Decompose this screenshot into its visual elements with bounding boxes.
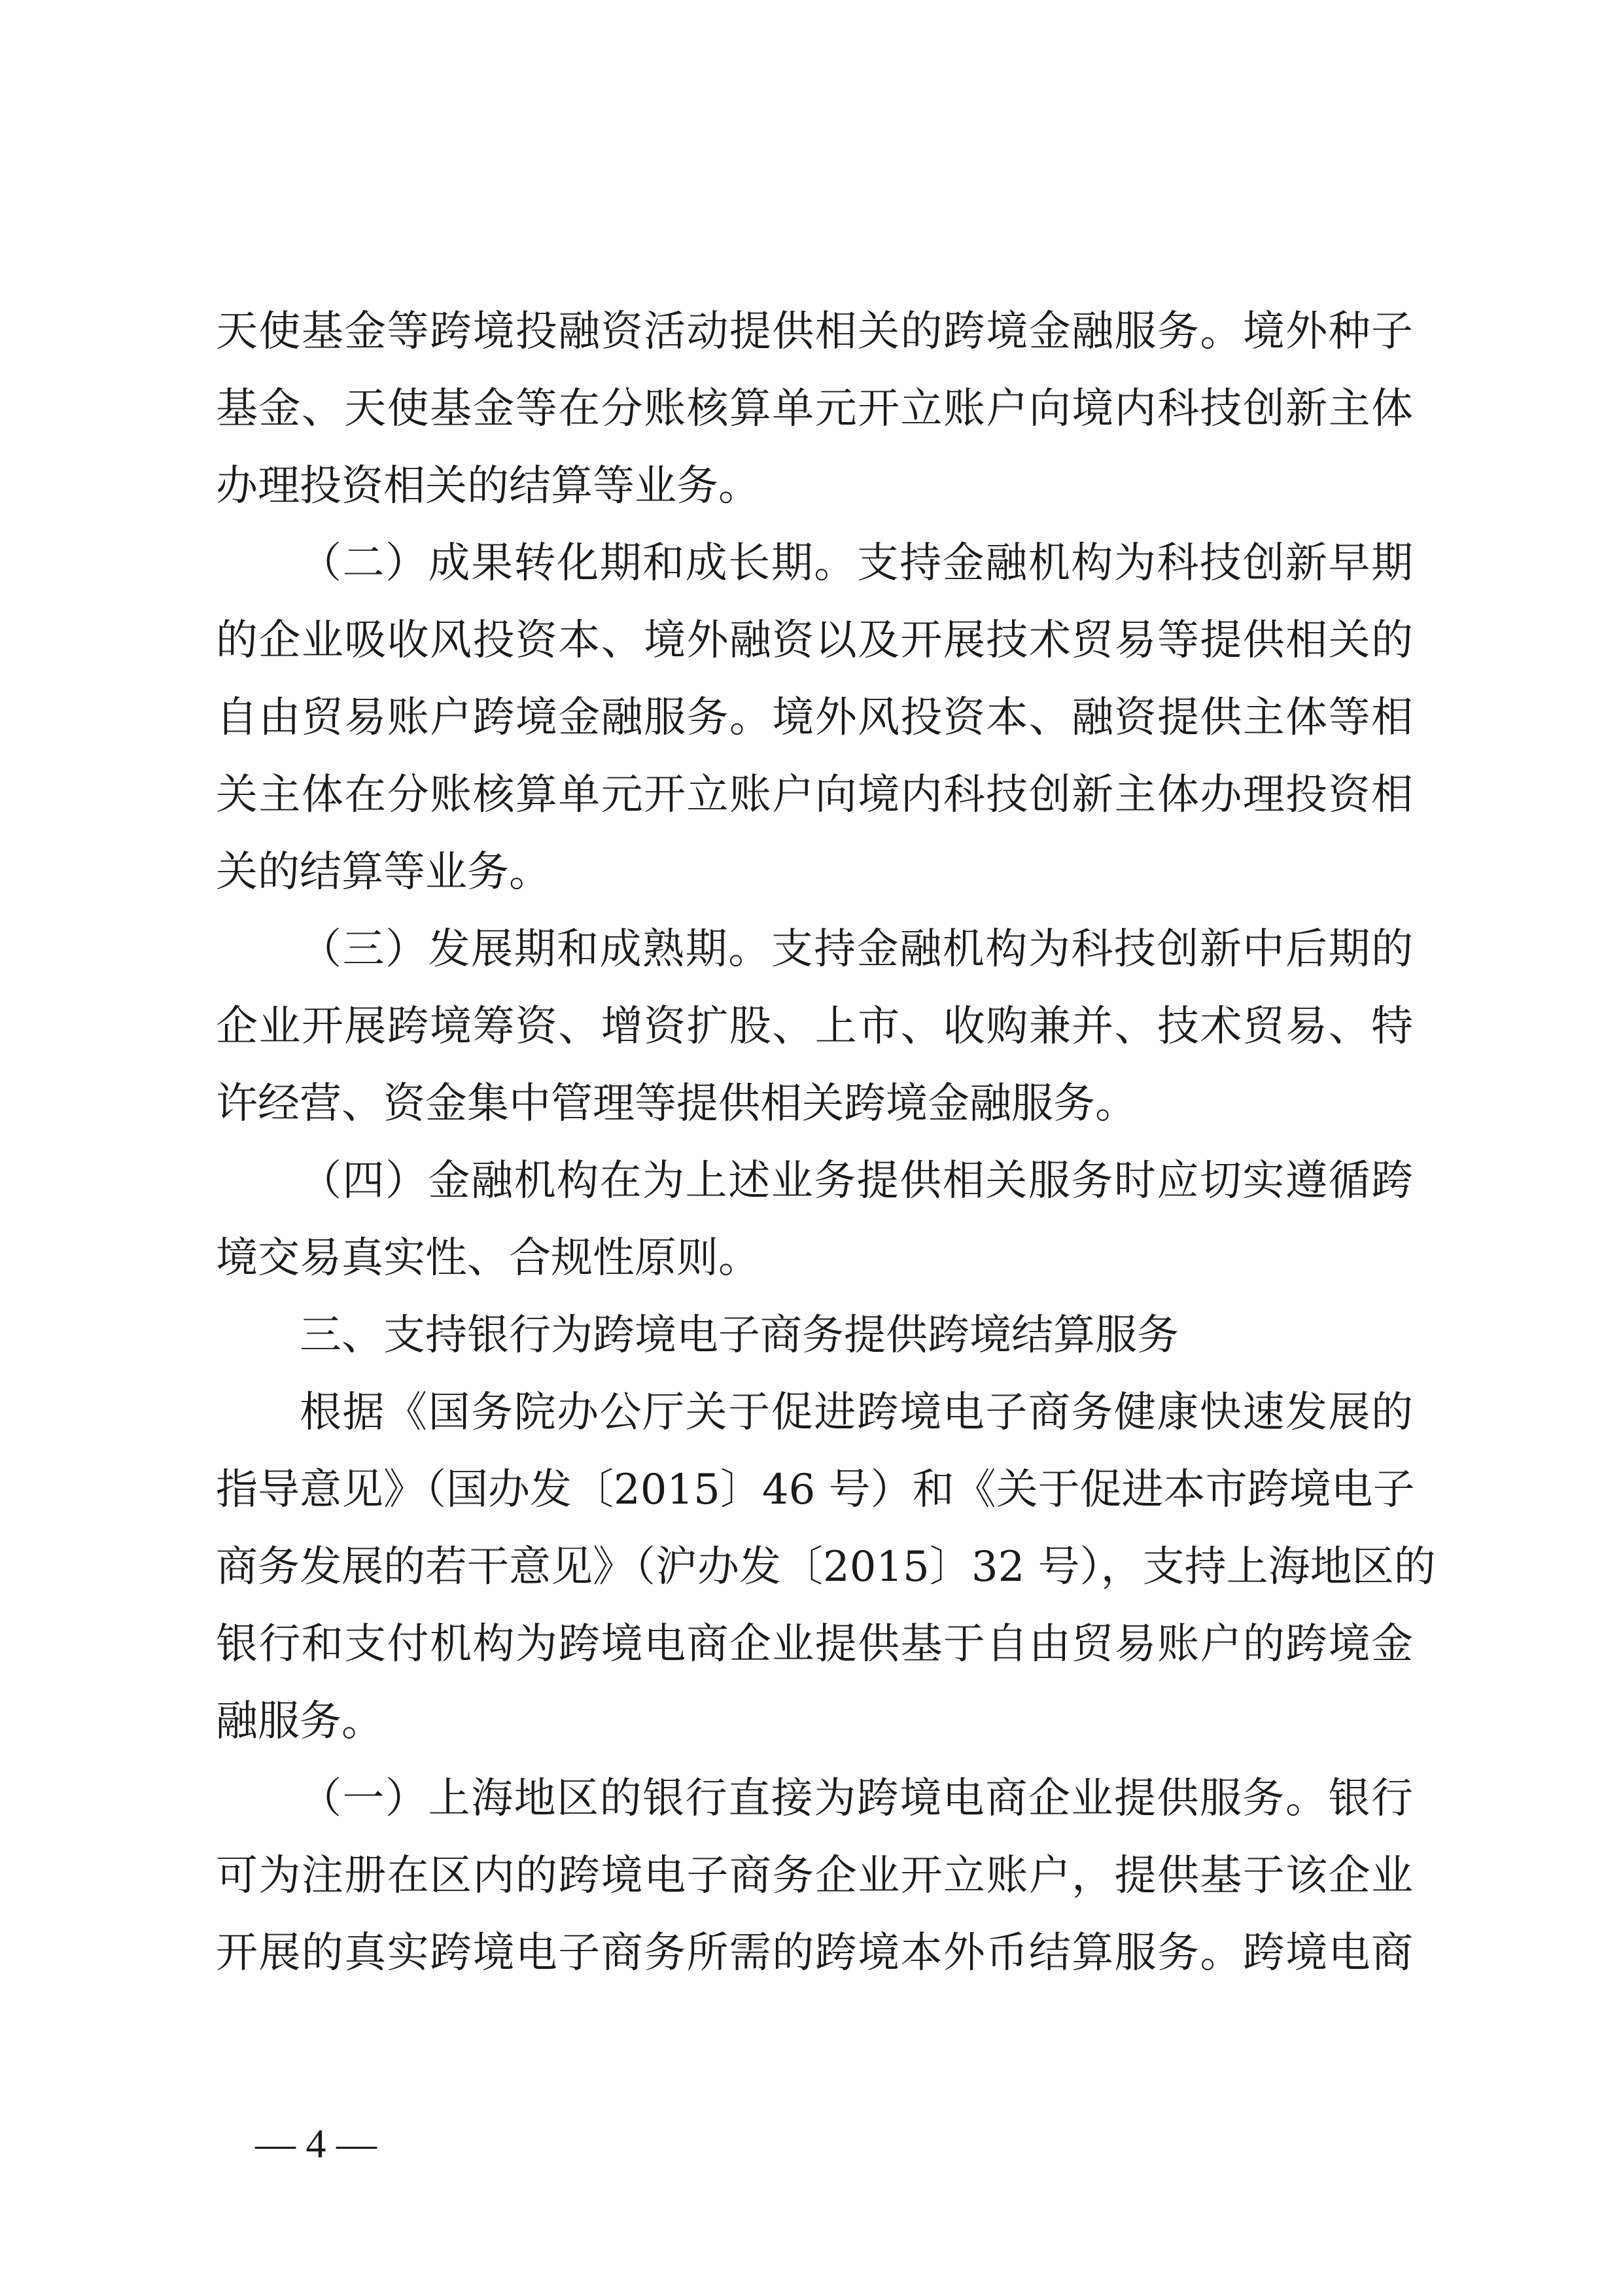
subsection-heading-line: （三）发展期和成熟期。支持金融机构为科技创新中后期的 [300, 925, 1413, 974]
page-number: — 4 — [255, 2122, 377, 2166]
subsection-heading-line: （四）金融机构在为上述业务提供相关服务时应切实遵循跨 [300, 1157, 1413, 1205]
section-heading: 三、支持银行为跨境电子商务提供跨境结算服务 [300, 1311, 1179, 1360]
body-text-line: 可为注册在区内的跨境电子商务企业开立账户，提供基于该企业 [216, 1852, 1413, 1900]
body-text-line: 融服务。 [216, 1697, 383, 1746]
body-text-line: 关主体在分账核算单元开立账户向境内科技创新主体办理投资相 [216, 771, 1413, 819]
body-text-line: 许经营、资金集中管理等提供相关跨境金融服务。 [216, 1080, 1137, 1128]
body-text-line: 自由贸易账户跨境金融服务。境外风投资本、融资提供主体等相 [216, 694, 1413, 742]
body-text-line: 的企业吸收风投资本、境外融资以及开展技术贸易等提供相关的 [216, 616, 1413, 665]
body-text-line: 天使基金等跨境投融资活动提供相关的跨境金融服务。境外种子 [216, 308, 1413, 356]
subsection-heading-line: （二）成果转化期和成长期。支持金融机构为科技创新早期 [300, 539, 1413, 588]
body-text-line: 办理投资相关的结算等业务。 [216, 462, 760, 510]
body-text-line: 基金、天使基金等在分账核算单元开立账户向境内科技创新主体 [216, 385, 1413, 433]
body-text-line: 商务发展的若干意见》（沪办发〔2015〕32 号），支持上海地区的 [216, 1543, 1436, 1591]
subsection-heading-line: （一）上海地区的银行直接为跨境电商企业提供服务。银行 [300, 1775, 1413, 1823]
body-text-line: 银行和支付机构为跨境电商企业提供基于自由贸易账户的跨境金 [216, 1620, 1413, 1669]
body-text-line: 开展的真实跨境电子商务所需的跨境本外币结算服务。跨境电商 [216, 1929, 1413, 1977]
body-text-line: 境交易真实性、合规性原则。 [216, 1234, 760, 1282]
body-text-line: 企业开展跨境筹资、增资扩股、上市、收购兼并、技术贸易、特 [216, 1002, 1413, 1051]
body-text-line: 指导意见》（国办发〔2015〕46 号）和《关于促进本市跨境电子 [216, 1466, 1415, 1514]
body-text-line: 关的结算等业务。 [216, 848, 551, 896]
body-text-line: 根据《国务院办公厅关于促进跨境电子商务健康快速发展的 [300, 1388, 1413, 1437]
